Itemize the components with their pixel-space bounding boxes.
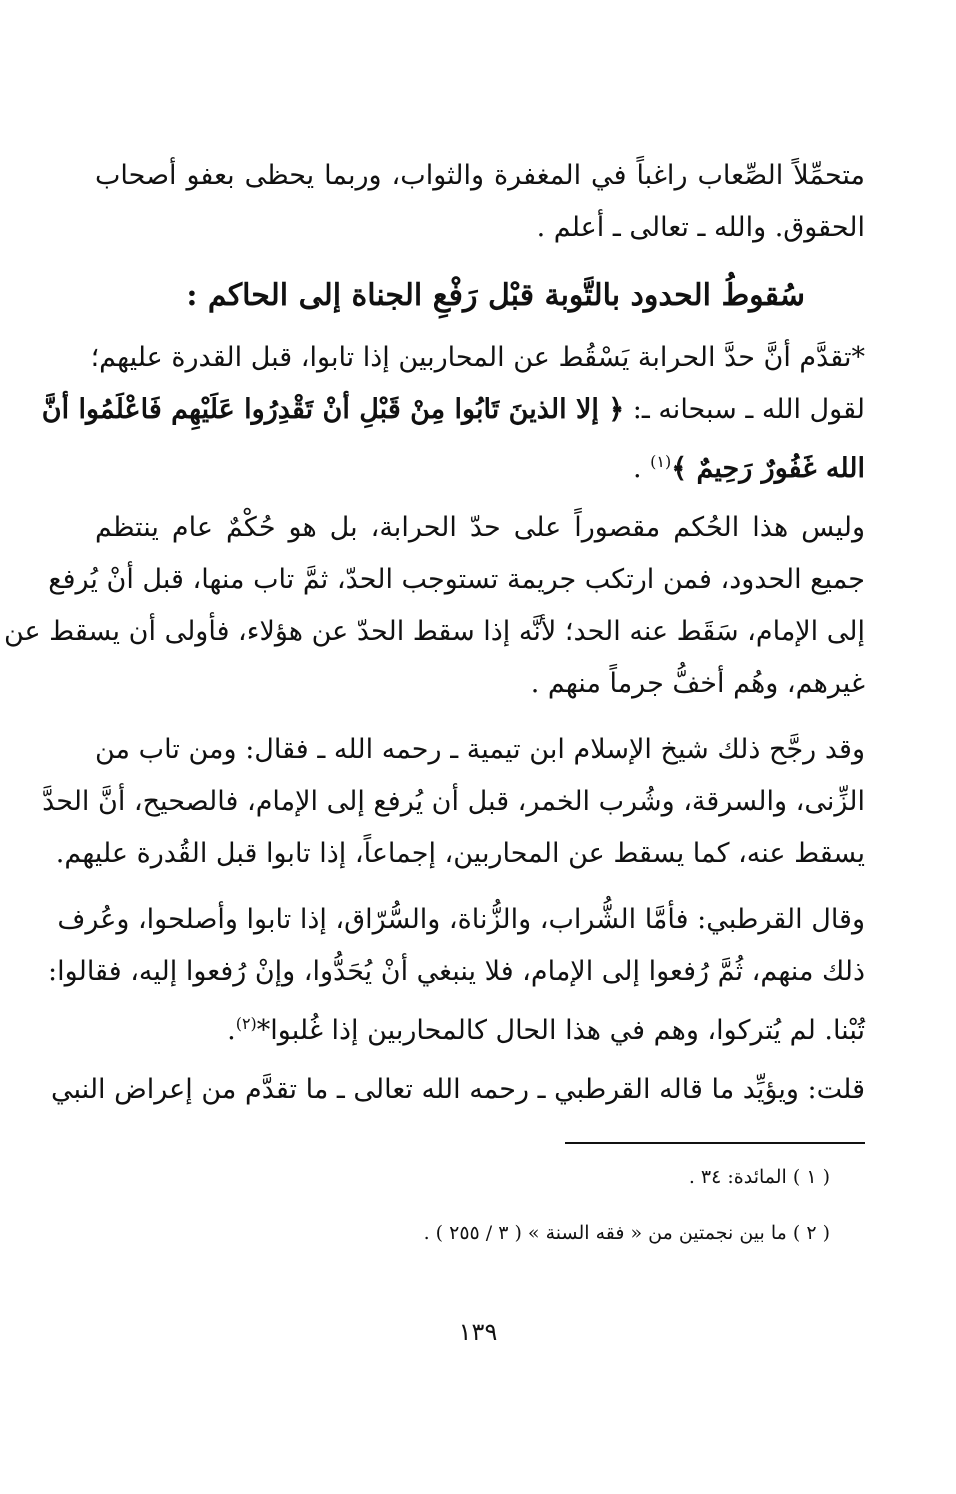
- quote-end: تُبْنا. لم يُتركوا، وهم في هذا الحال كالمحاربين إذا غُلبوا*: [256, 1015, 865, 1046]
- text-line: الزِّنى، والسرقة، وشُرب الخمر، قبل أن يُرفع إلى الإمام، فالصحيح، أنَّ الحدَّ: [42, 786, 865, 817]
- footnotes: [95, 1160, 830, 1272]
- section-heading: سُقوطُ الحدود بالتَّوبة قبْل رَفْعِ الجناة إلى الحاكم :: [186, 278, 805, 313]
- footnote-1: ( ١ ) المائدة: ٣٤ .: [688, 1166, 830, 1188]
- text-line: *تقدَّم أنَّ حدَّ الحرابة يَسْقُط عن المحاربين إذا تابوا، قبل القدرة عليهم؛: [90, 342, 865, 373]
- text-line: جميع الحدود، فمن ارتكب جريمة تستوجب الحدّ، ثمَّ تاب منها، قبل أنْ يُرفع: [48, 564, 865, 595]
- footnote-ref-1: (١): [650, 452, 672, 471]
- line-end: .: [227, 1015, 236, 1046]
- text-line: وقد رجَّح ذلك شيخ الإسلام ابن تيمية ـ رحمه الله ـ فقال: ومن تاب من: [95, 734, 865, 765]
- text-line: وقال القرطبي: فأمَّا الشُّراب، والزُّناة، والسُّرّاق، إذا تابوا وأصلحوا، وعُرف: [57, 904, 865, 935]
- paragraph-2: [41, 332, 865, 488]
- text-line: متحمِّلاً الصِّعاب راغباً في المغفرة والثواب، وربما يحظى بعفو أصحاب: [95, 160, 865, 191]
- quran-verse: الله غَفُورٌ رَحِيمٌ ﴾: [671, 453, 865, 484]
- footnote-divider: [565, 1142, 865, 1144]
- main-text: [3, 150, 865, 1130]
- text-line: الحقوق. والله ـ تعالى ـ أعلم .: [536, 212, 865, 243]
- text-line: يسقط عنه، كما يسقط عن المحاربين، إجماعاً، إذا تابوا قبل القُدرة عليهم.: [55, 838, 865, 869]
- footnote-2: ( ٢ ) ما بين نجمتين من « فقه السنة » ( ٣ / ٢٥٥ ) .: [423, 1222, 830, 1244]
- text-line: ذلك منهم، ثُمَّ رُفعوا إلى الإمام، فلا ينبغي أنْ يُحَدُّوا، وإنْ رُفعوا إليه، فقالوا:: [48, 956, 865, 987]
- text-line: [41, 384, 865, 436]
- paragraph-1: [95, 150, 865, 254]
- line-end: .: [632, 453, 651, 484]
- text-line: [95, 436, 865, 488]
- text-line: وليس هذا الحُكم مقصوراً على حدّ الحرابة، بل هو حُكْمٌ عام ينتظم: [95, 512, 865, 543]
- quran-verse: ﴿ إلا الذينَ تَابُوا مِنْ قَبْلِ أنْ تَقْدِرُوا عَلَيْهِم فَاعْلَمُوا أنَّ: [41, 394, 625, 425]
- text-line: [95, 998, 865, 1050]
- paragraph-6: [51, 1064, 865, 1116]
- text-line: غيرهم، وهُم أخفُّ جرماً منهم .: [530, 668, 865, 699]
- paragraph-5: [48, 894, 865, 1050]
- footnote-ref-2: (٢): [235, 1014, 257, 1033]
- paragraph-4: [42, 724, 865, 880]
- paragraph-3: [3, 502, 865, 710]
- verse-intro: لقول الله ـ سبحانه ـ:: [624, 394, 865, 425]
- text-line: إلى الإمام، سَقَط عنه الحد؛ لأنَّه إذا سقط الحدّ عن هؤلاء، فأولى أن يسقط عن: [3, 616, 865, 647]
- text-line: قلت: ويؤيِّد ما قاله القرطبي ـ رحمه الله تعالى ـ ما تقدَّم من إعراض النبي: [51, 1074, 865, 1105]
- page-number: ١٣٩: [458, 1318, 498, 1346]
